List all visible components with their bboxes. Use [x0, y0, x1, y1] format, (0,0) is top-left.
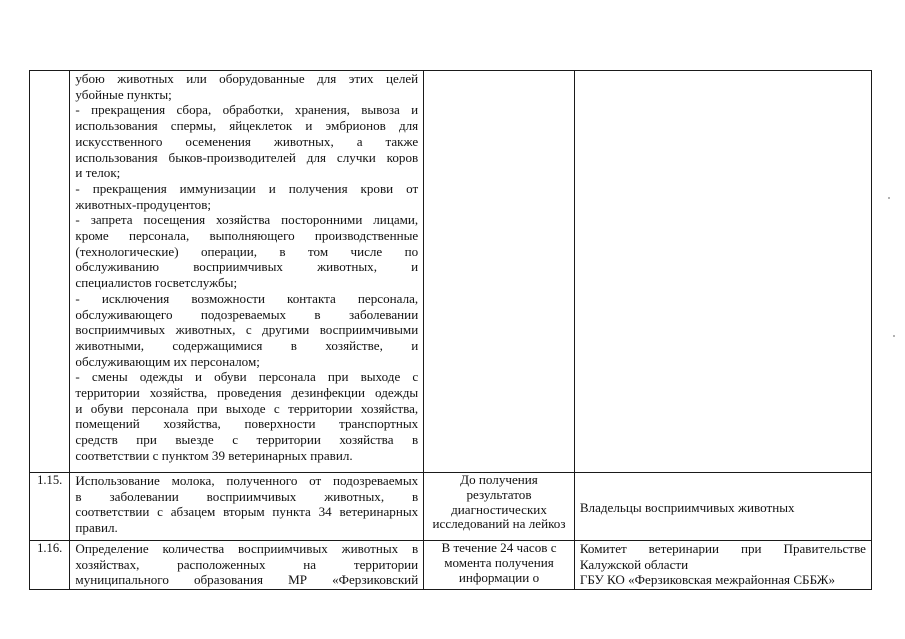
activity-line: средств при выезде с территории хозяйства в — [75, 432, 419, 448]
responsible-cell — [574, 71, 871, 473]
scan-speck — [893, 335, 895, 337]
term-line: результатов — [466, 486, 532, 502]
activity-line: восприимчивых животных, с другими восприимчивыми — [75, 322, 419, 338]
activity-line: в заболевании восприимчивых животных, в — [75, 488, 419, 504]
activity-line: обслуживанию восприимчивых животных, и — [75, 259, 419, 275]
term-line: До получения — [460, 472, 538, 487]
term-cell — [424, 473, 575, 541]
row-number-cell: 1.16. — [30, 541, 70, 590]
activity-line: и обуви персонала при выходе с территории хозяйства, — [75, 400, 419, 416]
activity-line: - исключения возможности контакта персонала, — [75, 290, 419, 306]
responsible-line: Владельцы восприимчивых животных — [579, 499, 795, 515]
table-row — [30, 541, 872, 590]
row-number-cell: 1.15. — [30, 473, 70, 541]
scan-speck — [888, 197, 890, 199]
activity-line: обслуживающего подозреваемых в заболевании — [75, 306, 419, 322]
activity-line: муниципального образования МР «Ферзиковский — [75, 572, 419, 588]
responsible-line: Комитет ветеринарии при Правительстве — [579, 541, 866, 556]
responsible-cell — [574, 473, 871, 541]
activity-line: - смены одежды и обуви персонала при выходе с — [75, 369, 419, 385]
activity-line: животными, содержащимися в хозяйстве, и — [75, 337, 419, 353]
responsible-line: ГБУ КО «Ферзиковская межрайонная СББЖ» — [579, 572, 836, 588]
responsible-line: Калужской области — [579, 556, 689, 572]
activity-line: территории хозяйства, проведения дезинфекции одежды — [75, 385, 419, 401]
activity-line: кроме персонала, выполняющего производственные — [75, 228, 419, 244]
activity-cell — [70, 71, 424, 473]
activity-line: убойные пункты; — [75, 86, 172, 102]
activity-cell — [70, 473, 424, 541]
term-line: исследований на лейкоз — [432, 516, 566, 532]
activity-line: животных-продуцентов; — [75, 196, 212, 212]
term-cell — [424, 541, 575, 590]
activity-line: искусственного осеменения животных, а также — [75, 133, 419, 149]
activity-line: Использование молока, полученного от подозреваемых — [75, 473, 419, 488]
activity-line: Определение количества восприимчивых животных в — [75, 541, 419, 556]
term-line: момента получения — [444, 554, 554, 570]
activity-line: (технологические) операции, в том числе по — [75, 243, 419, 259]
table-row — [30, 71, 872, 473]
row-number-cell — [30, 71, 70, 473]
activity-line: - запрета посещения хозяйства посторонними лицами, — [75, 212, 419, 228]
activity-cell — [70, 541, 424, 590]
table-row — [30, 473, 872, 541]
term-line: В течение 24 часов с — [441, 540, 557, 555]
activity-line: соответствии с пунктом 39 ветеринарных правил. — [75, 447, 353, 463]
responsible-cell — [574, 541, 871, 590]
activity-line: - прекращения сбора, обработки, хранения, вывоза и — [75, 102, 419, 118]
activity-line: использования спермы, яйцеклеток и эмбрионов для — [75, 118, 419, 134]
activity-line: специалистов госветслужбы; — [75, 275, 238, 291]
activity-line: и телок; — [75, 165, 121, 181]
activity-line: помещений хозяйства, поверхности транспортных — [75, 416, 419, 432]
term-line: диагностических — [451, 501, 547, 517]
measures-table — [29, 70, 872, 590]
activity-line: убою животных или оборудованные для этих целей — [75, 71, 419, 86]
term-line: информации о — [458, 569, 540, 585]
activity-line: - прекращения иммунизации и получения крови от — [75, 180, 419, 196]
activity-line: соответствии с абзацем вторым пункта 34 ветеринарных — [75, 504, 419, 520]
activity-line: использования быков-производителей для случки коров — [75, 149, 419, 165]
activity-line: хозяйствах, расположенных на территории — [75, 556, 419, 572]
activity-line: обслуживающим их персоналом; — [75, 353, 260, 369]
term-cell — [424, 71, 575, 473]
activity-line: правил. — [75, 520, 118, 536]
